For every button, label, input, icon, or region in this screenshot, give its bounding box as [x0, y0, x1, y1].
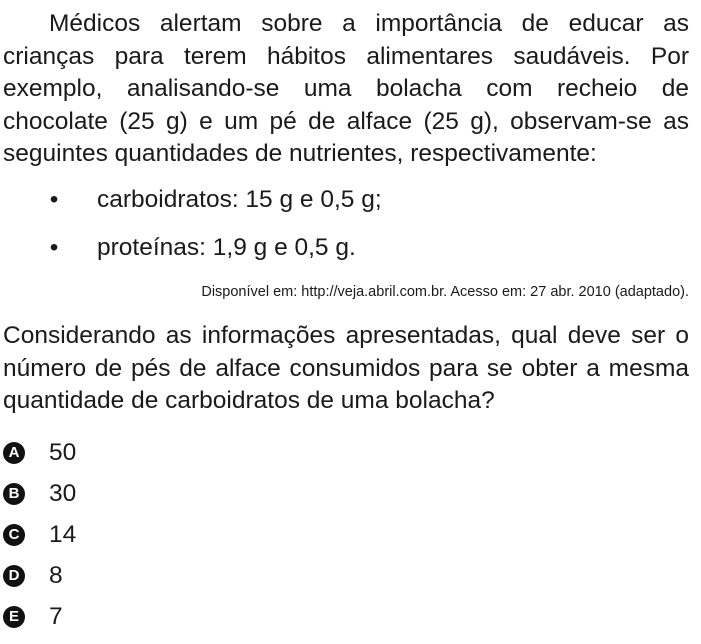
- option-text: 50: [49, 439, 77, 466]
- option-letter-badge: A: [3, 442, 25, 464]
- option-letter-badge: C: [3, 524, 25, 546]
- option-a[interactable]: [3, 438, 203, 468]
- option-letter-badge: E: [3, 606, 25, 628]
- option-e[interactable]: [3, 602, 203, 632]
- option-c[interactable]: [3, 520, 203, 550]
- bullet-text: carboidratos: 15 g e 0,5 g;: [97, 186, 382, 213]
- option-d[interactable]: [3, 561, 203, 591]
- option-text: 7: [49, 603, 63, 630]
- bullet-marker: •: [49, 186, 59, 213]
- source-citation: Disponível em: http://veja.abril.com.br. Acesso em: 27 abr. 2010 (adaptado).: [201, 284, 689, 300]
- option-letter-badge: D: [3, 565, 25, 587]
- intro-paragraph: Médicos alertam sobre a importância de educar as crianças para terem hábitos alimentares saudáveis. Por exemplo, analisando-se uma bolacha com recheio de chocolate (25 g) e um pé de alface (25 g), observam-se as seguintes quantidades de nutrientes, respectivamente:: [3, 10, 689, 167]
- bullet-marker: •: [49, 234, 59, 261]
- option-letter-badge: B: [3, 483, 25, 505]
- bullet-text: proteínas: 1,9 g e 0,5 g.: [97, 234, 356, 261]
- bullet-item-proteins: [0, 232, 701, 264]
- option-text: 14: [49, 521, 77, 548]
- option-b[interactable]: [3, 479, 203, 509]
- bullet-item-carbohydrates: [0, 184, 701, 216]
- option-text: 30: [49, 480, 77, 507]
- option-text: 8: [49, 562, 63, 589]
- question-text: Considerando as informações apresentadas, qual deve ser o número de pés de alface consumidos para se obter a mesma quantidade de carboidratos de uma bolacha?: [3, 322, 689, 414]
